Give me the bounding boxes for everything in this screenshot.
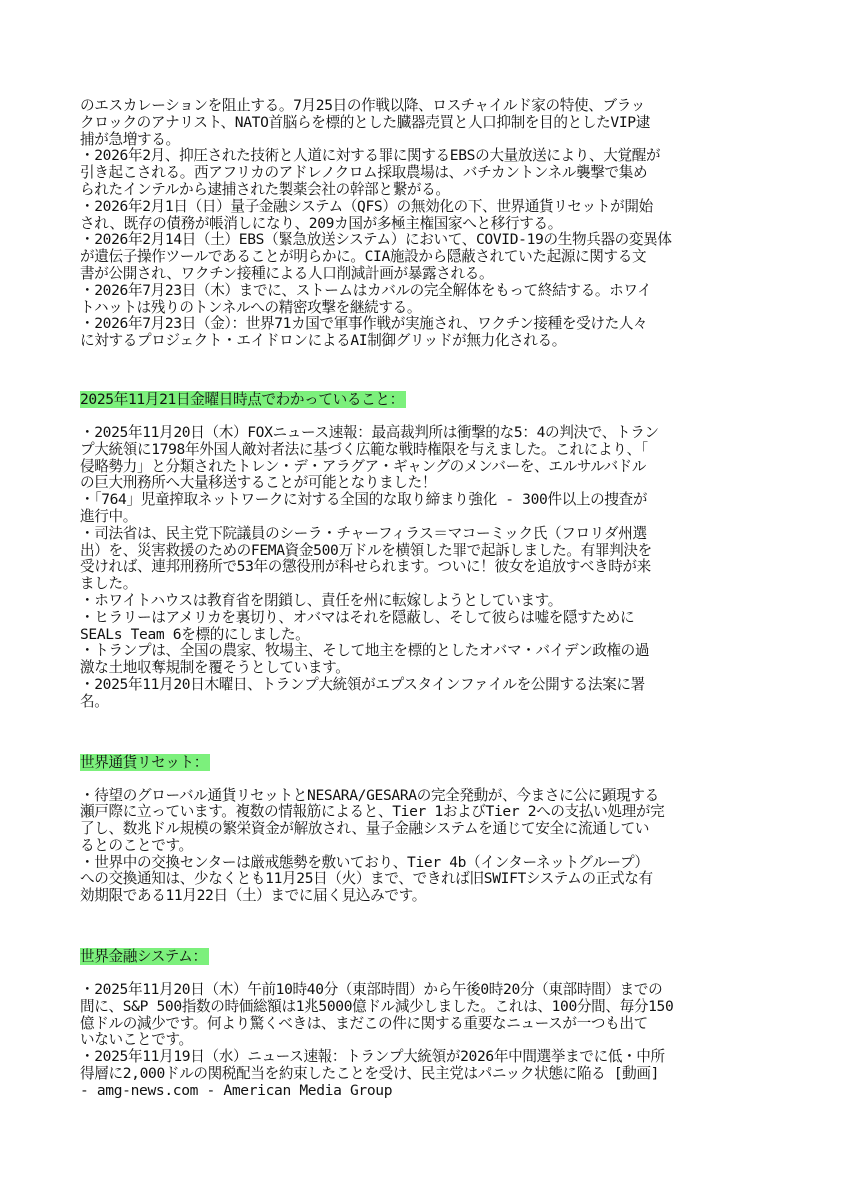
text-line: 得層に2,000ドルの関税配当を約束したことを受け、民主党はパニック状態に陥る [動画] bbox=[80, 1065, 660, 1083]
intro-paragraph bbox=[80, 98, 770, 350]
highlighted-heading: 2025年11月21日金曜日時点でわかっていること： bbox=[80, 390, 404, 408]
text-line: に対するプロジェクト・エイドロンによるAI制御グリッドが無力化される。 bbox=[80, 332, 567, 350]
text-line: ・2025年11月20日（木）FOXニュース速報：最高裁判所は衝撃的な5：4の判決で、トラン bbox=[80, 423, 659, 441]
text-line: 了し、数兆ドル規模の繁栄資金が解放され、量子金融システムを通じて安全に流通してい bbox=[80, 820, 650, 838]
text-line: ・ヒラリーはアメリカを裏切り、オバマはそれを隠蔽し、そして彼らは嘘を隠すために bbox=[80, 608, 635, 626]
text-line: の巨大刑務所へ大量移送することが可能となりました！ bbox=[80, 474, 437, 492]
text-line: 出）を、災害救援のためのFEMA資金500万ドルを横領した罪で起訴しました。有罪判決を bbox=[80, 541, 652, 559]
section-body-currency-reset bbox=[80, 788, 770, 906]
text-line: 書が公開され、ワクチン接種による人口削減計画が暴露される。 bbox=[80, 264, 494, 282]
text-line: ・2026年2月14日（土）EBS（緊急放送システム）において、COVID-19の生物兵器の変異体 bbox=[80, 231, 672, 249]
text-line: のエスカレーションを阻止する。7月25日の作戦以降、ロスチャイルド家の特使、ブラッ bbox=[80, 97, 645, 114]
text-line: への交換通知は、少なくとも11月25日（火）まで、できれば旧SWIFTシステムの正式な有 bbox=[80, 870, 653, 888]
text-line: SEALs Team 6を標的にしました。 bbox=[80, 625, 310, 643]
section-heading-currency-reset bbox=[80, 752, 770, 771]
highlighted-heading: 世界金融システム： bbox=[80, 948, 207, 966]
section-heading-nov21 bbox=[80, 389, 770, 408]
text-line: 進行中。 bbox=[80, 507, 137, 525]
text-line: され、既存の債務が帳消しになり、209カ国が多極主権国家へと移行する。 bbox=[80, 214, 562, 232]
text-line: ・ホワイトハウスは教育省を閉鎖し、責任を州に転嫁しようとしています。 bbox=[80, 591, 562, 609]
text-line: ・2026年7月23日（木）までに、ストームはカバルの完全解体をもって終結する。ホワイ bbox=[80, 281, 652, 299]
text-line: 受ければ、連邦刑務所で53年の懲役刑が科せられます。ついに！彼女を追放すべき時が来 bbox=[80, 558, 651, 576]
text-line: が遺伝子操作ツールであることが明らかに。CIA施設から隠蔽されていた起源に関する文 bbox=[80, 248, 647, 266]
text-line: ・2026年2月1日（日）量子金融システム（QFS）の無効化の下、世界通貨リセットが開始 bbox=[80, 197, 653, 215]
text-line: 瀬戸際に立っています。複数の情報筋によると、Tier 1およびTier 2への支払い処理が完 bbox=[80, 803, 665, 821]
text-line: - amg-news.com - American Media Group bbox=[80, 1081, 393, 1099]
text-line: ・2025年11月19日（水）ニュース速報：トランプ大統領が2026年中間選挙までに低・中所 bbox=[80, 1048, 665, 1066]
text-line: 引き起こされる。西アフリカのアドレノクロム採取農場は、バチカントンネル襲撃で集め bbox=[80, 164, 648, 182]
text-line: ました。 bbox=[80, 575, 137, 593]
text-line: ・待望のグローバル通貨リセットとNESARA/GESARAの完全発動が、今まさに公に顕現する bbox=[80, 786, 659, 804]
text-line: ・2025年11月20日（木）午前10時40分（東部時間）から午後0時20分（東部時間）までの bbox=[80, 981, 663, 999]
text-line: プ大統領に1798年外国人敵対者法に基づく広範な戦時権限を与えました。これにより、「 bbox=[80, 440, 648, 458]
text-line: ・2026年7月23日（金）：世界71カ国で軍事作戦が実施され、ワクチン接種を受けた人々 bbox=[80, 315, 648, 333]
text-line: ・トランプは、全国の農家、牧場主、そして地主を標的としたオバマ・バイデン政権の過 bbox=[80, 642, 650, 660]
text-line: 捕が急増する。 bbox=[80, 130, 180, 148]
text-line: トハットは残りのトンネルへの精密攻撃を継続する。 bbox=[80, 298, 422, 316]
section-body-financial-system bbox=[80, 982, 770, 1100]
text-line: 効期限である11月22日（土）までに届く見込みです。 bbox=[80, 887, 426, 905]
text-line: 侵略勢力」と分類されたトレン・デ・アラグア・ギャングのメンバーを、エルサルバドル bbox=[80, 457, 647, 475]
text-line: ・司法省は、民主党下院議員のシーラ・チャーフィラス＝マコーミック氏（フロリダ州選 bbox=[80, 524, 647, 542]
section-heading-financial-system bbox=[80, 946, 770, 965]
text-line: ・2025年11月20日木曜日、トランプ大統領がエプスタインファイルを公開する法案に署 bbox=[80, 675, 645, 693]
text-line: ・2026年2月、抑圧された技術と人道に対する罪に関するEBSの大量放送により、大覚醒が bbox=[80, 147, 661, 165]
text-line: 名。 bbox=[80, 692, 109, 710]
document-body bbox=[80, 98, 770, 1100]
text-line: 間に、S&P 500指数の時価総額は1兆5000億ドル減少しました。これは、100分間、毎分150 bbox=[80, 997, 674, 1015]
text-line: 激な土地収奪規制を覆そうとしています。 bbox=[80, 659, 350, 677]
text-line: るとのことです。 bbox=[80, 836, 193, 854]
text-line: ・「764」児童搾取ネットワークに対する全国的な取り締まり強化 - 300件以上の捜査が bbox=[80, 491, 648, 509]
text-line: られたインテルから逮捕された製薬会社の幹部と繋がる。 bbox=[80, 180, 450, 198]
highlighted-heading: 世界通貨リセット： bbox=[80, 753, 209, 771]
text-line: 億ドルの減少です。何より驚くべきは、まだこの件に関する重要なニュースが一つも出て bbox=[80, 1014, 648, 1032]
text-line: ・世界中の交換センターは厳戒態勢を敷いており、Tier 4b（インターネットグループ） bbox=[80, 853, 649, 871]
section-body-nov21 bbox=[80, 425, 770, 711]
text-line: クロックのアナリスト、NATO首脳らを標的とした臓器売買と人口抑制を目的としたVIP逮 bbox=[80, 113, 650, 131]
text-line: いないことです。 bbox=[80, 1031, 193, 1049]
